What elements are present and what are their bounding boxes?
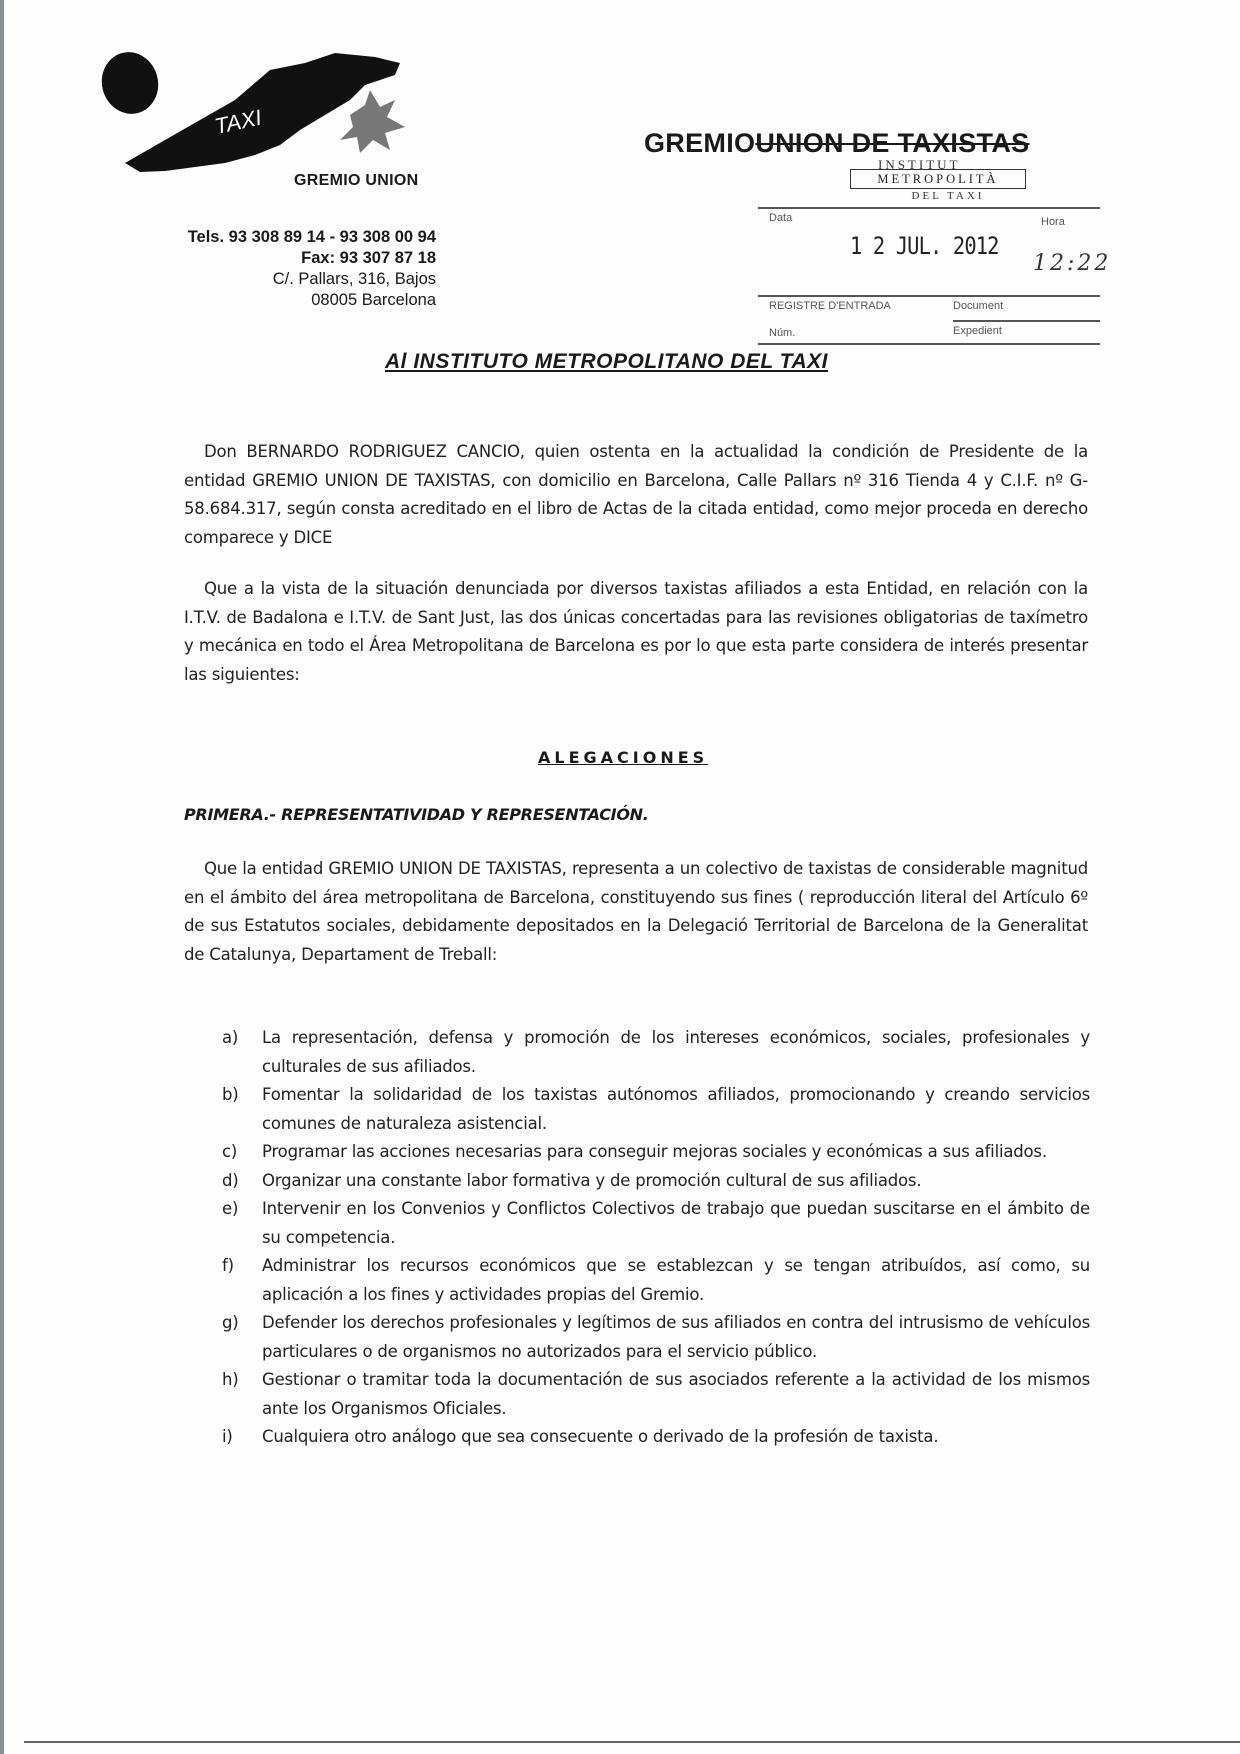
stamp-registre-label: REGISTRE D'ENTRADA [769, 300, 891, 312]
stamp-del-taxi: DEL TAXI [911, 190, 985, 202]
list-text: Cualquiera otro análogo que sea consecuente o derivado de la profesión de taxista. [262, 1427, 939, 1446]
list-item [222, 1252, 1090, 1309]
list-text: Administrar los recursos económicos que se establezcan y se tengan atribuídos, así como, su aplicación a los fines y actividades propias del Gremio. [262, 1256, 1090, 1304]
list-item [222, 1081, 1090, 1138]
logo-taxi-word: TAXI [212, 104, 264, 139]
list-item [222, 1366, 1090, 1423]
list-marker: a) [222, 1028, 239, 1047]
stamp-rule [758, 343, 1100, 345]
stamp-hora-label: Hora [1041, 216, 1065, 228]
addressee: Al INSTITUTO METROPOLITANO DEL TAXI [385, 350, 828, 373]
list-marker: e) [222, 1199, 239, 1218]
list-marker: h) [222, 1370, 239, 1389]
list-text: Gestionar o tramitar toda la documentación de sus asociados referente a la actividad de los mismos ante los Organismos Oficiales. [262, 1370, 1090, 1418]
phone-line: Tels. 93 308 89 14 - 93 308 00 94 [187, 228, 436, 246]
list-marker: b) [222, 1085, 239, 1104]
subsection-paragraph [184, 855, 1088, 969]
intro-paragraph [184, 438, 1088, 552]
list-item [222, 1309, 1090, 1366]
context-paragraph [184, 575, 1088, 689]
stamp-rule [953, 320, 1100, 322]
list-marker: i) [222, 1427, 233, 1446]
stamp-time: 12:22 [1033, 251, 1112, 276]
list-marker: g) [222, 1313, 239, 1332]
list-text: Fomentar la solidaridad de los taxistas autónomos afiliados, promocionando y creando servicios comunes de naturaleza asistencial. [262, 1085, 1090, 1133]
statutes-list [222, 1024, 1090, 1452]
list-marker: c) [222, 1142, 238, 1161]
gremio-union-logo [95, 45, 425, 190]
stamp-rule [758, 207, 1100, 209]
logo-caption: GREMIO UNION [294, 172, 419, 189]
list-item [222, 1195, 1090, 1252]
fax-line: Fax: 93 307 87 18 [301, 249, 436, 267]
scan-edge [0, 0, 4, 1754]
section-title: ALEGACIONES [538, 748, 709, 767]
stamp-data-label: Data [769, 212, 793, 224]
list-text: Intervenir en los Convenios y Conflictos Colectivos de trabajo que puedan suscitarse en el ámbito de su competencia. [262, 1199, 1090, 1247]
list-marker: f) [222, 1256, 234, 1275]
street-line: C/. Pallars, 316, Bajos [272, 270, 436, 288]
list-marker: d) [222, 1170, 239, 1190]
organization-title [644, 128, 1029, 159]
list-item [222, 1024, 1090, 1081]
city-line: 08005 Barcelona [311, 291, 436, 309]
logo-dot [95, 46, 165, 120]
list-item [222, 1423, 1090, 1452]
footer-rule [24, 1741, 1240, 1743]
paragraph: Que la entidad GREMIO UNION DE TAXISTAS, representa a un colectivo de taxistas de considerable magnitud en el ámbito del área metropolitana de Barcelona, constituyendo sus fines ( reproducción literal del Artículo 6º de sus Estatutos sociales, debidamente depositados en la Delegació Territorial de Barcelona de la Generalitat de Catalunya, Departament de Treball: [184, 859, 1088, 964]
stamp-expedient-label: Expedient [953, 325, 1002, 337]
list-text: Defender los derechos profesionales y legítimos de sus afiliados en contra del intrusismo de vehículos particulares o de organismos no autorizados para el servicio público. [262, 1313, 1090, 1361]
stamp-date: 1 2 JUL. 2012 [850, 232, 999, 260]
stamp-metropolita: METROPOLITÀ [850, 169, 1026, 189]
registration-stamp [758, 157, 1112, 357]
title-struck: UNION DE TAXISTAS [755, 128, 1030, 158]
stamp-document-label: Document [953, 300, 1004, 312]
subsection-title: PRIMERA.- REPRESENTATIVIDAD Y REPRESENTACIÓN. [184, 805, 649, 824]
list-text: La representación, defensa y promoción de los intereses económicos, sociales, profesionales y culturales de sus afiliados. [262, 1028, 1090, 1076]
list-item [222, 1167, 1090, 1196]
list-item [222, 1138, 1090, 1167]
list-text: Programar las acciones necesarias para conseguir mejoras sociales y económicas a sus afiliados. [262, 1142, 1047, 1161]
paragraph: Don BERNARDO RODRIGUEZ CANCIO, quien ostenta en la actualidad la condición de Presidente de la entidad GREMIO UNION DE TAXISTAS, con domicilio en Barcelona, Calle Pallars nº 316 Tienda 4 y C.I.F. nº G-58.684.317, según consta acreditado en el libro de Actas de la citada entidad, como mejor proceda en derecho comparece y DICE [184, 442, 1088, 547]
paragraph: Que a la vista de la situación denunciada por diversos taxistas afiliados a esta Entidad, en relación con la I.T.V. de Badalona e I.T.V. de Sant Just, las dos únicas concertadas para las revisiones obligatorias de taxímetro y mecánica en todo el Área Metropolitana de Barcelona es por lo que esta parte considera de interés presentar las siguientes: [184, 579, 1088, 684]
title-plain: GREMIO [644, 128, 756, 158]
contact-block [120, 227, 436, 311]
stamp-num-label: Núm. [769, 327, 796, 339]
stamp-rule [758, 295, 1100, 297]
stamp-institut: INSTITUT [878, 157, 961, 172]
list-text: Organizar una constante labor formativa y de promoción cultural de sus afiliados. [262, 1170, 922, 1190]
